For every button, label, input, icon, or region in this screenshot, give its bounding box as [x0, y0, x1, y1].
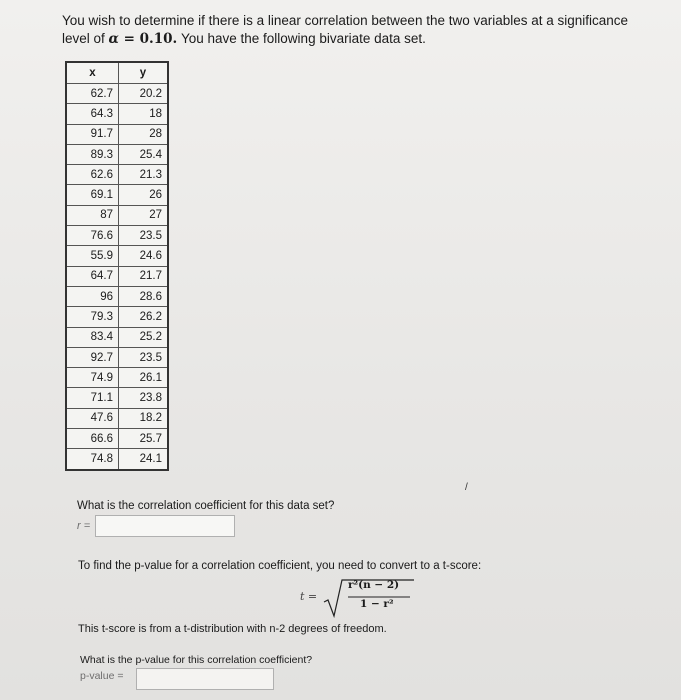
- cell-x: 96: [66, 286, 119, 306]
- table-row: [66, 144, 168, 164]
- cell-y: 26.2: [119, 307, 169, 327]
- table-row: [66, 327, 168, 347]
- alpha-symbol: α: [108, 31, 119, 47]
- r-label: r =: [77, 520, 91, 532]
- header-y: y: [119, 62, 169, 84]
- table-body: [66, 84, 168, 470]
- cell-x: 79.3: [66, 307, 119, 327]
- t-label: t =: [300, 590, 318, 603]
- cell-y: 24.1: [119, 449, 169, 470]
- table-row: [66, 84, 168, 104]
- pvalue-label: p-value =: [80, 670, 124, 682]
- table-row: [66, 286, 168, 306]
- cell-x: 92.7: [66, 347, 119, 367]
- cell-x: 74.8: [66, 449, 119, 470]
- cell-y: 25.7: [119, 429, 169, 449]
- cell-x: 83.4: [66, 327, 119, 347]
- mouse-cursor-mark: /: [465, 482, 468, 493]
- degrees-of-freedom-note: This t-score is from a t-distribution with n-2 degrees of freedom.: [78, 623, 387, 635]
- cell-y: 27: [119, 205, 169, 225]
- cell-y: 24.6: [119, 246, 169, 266]
- table-row: [66, 266, 168, 286]
- table-row: [66, 104, 168, 124]
- pvalue-prompt: What is the p-value for this correlation coefficient?: [80, 654, 313, 666]
- cell-y: 20.2: [119, 84, 169, 104]
- cell-x: 89.3: [66, 144, 119, 164]
- cell-x: 74.9: [66, 368, 119, 388]
- table-row: [66, 368, 168, 388]
- pvalue-input[interactable]: [136, 668, 274, 690]
- correlation-input[interactable]: [95, 515, 235, 537]
- table-row: [66, 124, 168, 144]
- intro-level-prefix: level of: [62, 31, 109, 46]
- cell-x: 55.9: [66, 246, 119, 266]
- table-row: [66, 388, 168, 408]
- table-row: [66, 246, 168, 266]
- cell-y: 25.2: [119, 327, 169, 347]
- tscore-formula: [300, 578, 420, 618]
- cell-x: 47.6: [66, 408, 119, 428]
- cell-y: 21.7: [119, 266, 169, 286]
- cell-y: 18: [119, 104, 169, 124]
- cell-y: 28: [119, 124, 169, 144]
- cell-y: 23.5: [119, 226, 169, 246]
- cell-y: 28.6: [119, 286, 169, 306]
- cell-y: 26: [119, 185, 169, 205]
- bivariate-data-table: [65, 61, 169, 471]
- cell-x: 71.1: [66, 388, 119, 408]
- table-header-row: [66, 62, 168, 84]
- cell-x: 64.7: [66, 266, 119, 286]
- question-text: [62, 12, 662, 48]
- table-row: [66, 307, 168, 327]
- cell-y: 21.3: [119, 165, 169, 185]
- table-row: [66, 205, 168, 225]
- intro-line-1: You wish to determine if there is a linear correlation between the two variables at a significance: [62, 13, 629, 28]
- cell-x: 62.6: [66, 165, 119, 185]
- cell-x: 64.3: [66, 104, 119, 124]
- cell-y: 18.2: [119, 408, 169, 428]
- tscore-prompt: To find the p-value for a correlation coefficient, you need to convert to a t-score:: [78, 560, 482, 572]
- table-row: [66, 347, 168, 367]
- cell-y: 23.5: [119, 347, 169, 367]
- cell-y: 23.8: [119, 388, 169, 408]
- table-row: [66, 408, 168, 428]
- cell-x: 91.7: [66, 124, 119, 144]
- formula-numerator: r²(n − 2): [348, 579, 400, 591]
- formula-denominator: 1 − r²: [360, 598, 394, 610]
- cell-x: 87: [66, 205, 119, 225]
- cell-x: 69.1: [66, 185, 119, 205]
- alpha-value: = 0.10.: [118, 31, 178, 47]
- cell-y: 25.4: [119, 144, 169, 164]
- cell-x: 76.6: [66, 226, 119, 246]
- table-row: [66, 165, 168, 185]
- table-row: [66, 226, 168, 246]
- cell-y: 26.1: [119, 368, 169, 388]
- correlation-prompt: What is the correlation coefficient for this data set?: [77, 500, 335, 512]
- table-row: [66, 185, 168, 205]
- cell-x: 62.7: [66, 84, 119, 104]
- table-row: [66, 429, 168, 449]
- header-x: x: [66, 62, 119, 84]
- table-row: [66, 449, 168, 470]
- cell-x: 66.6: [66, 429, 119, 449]
- intro-line-2: You have the following bivariate data set.: [177, 31, 426, 46]
